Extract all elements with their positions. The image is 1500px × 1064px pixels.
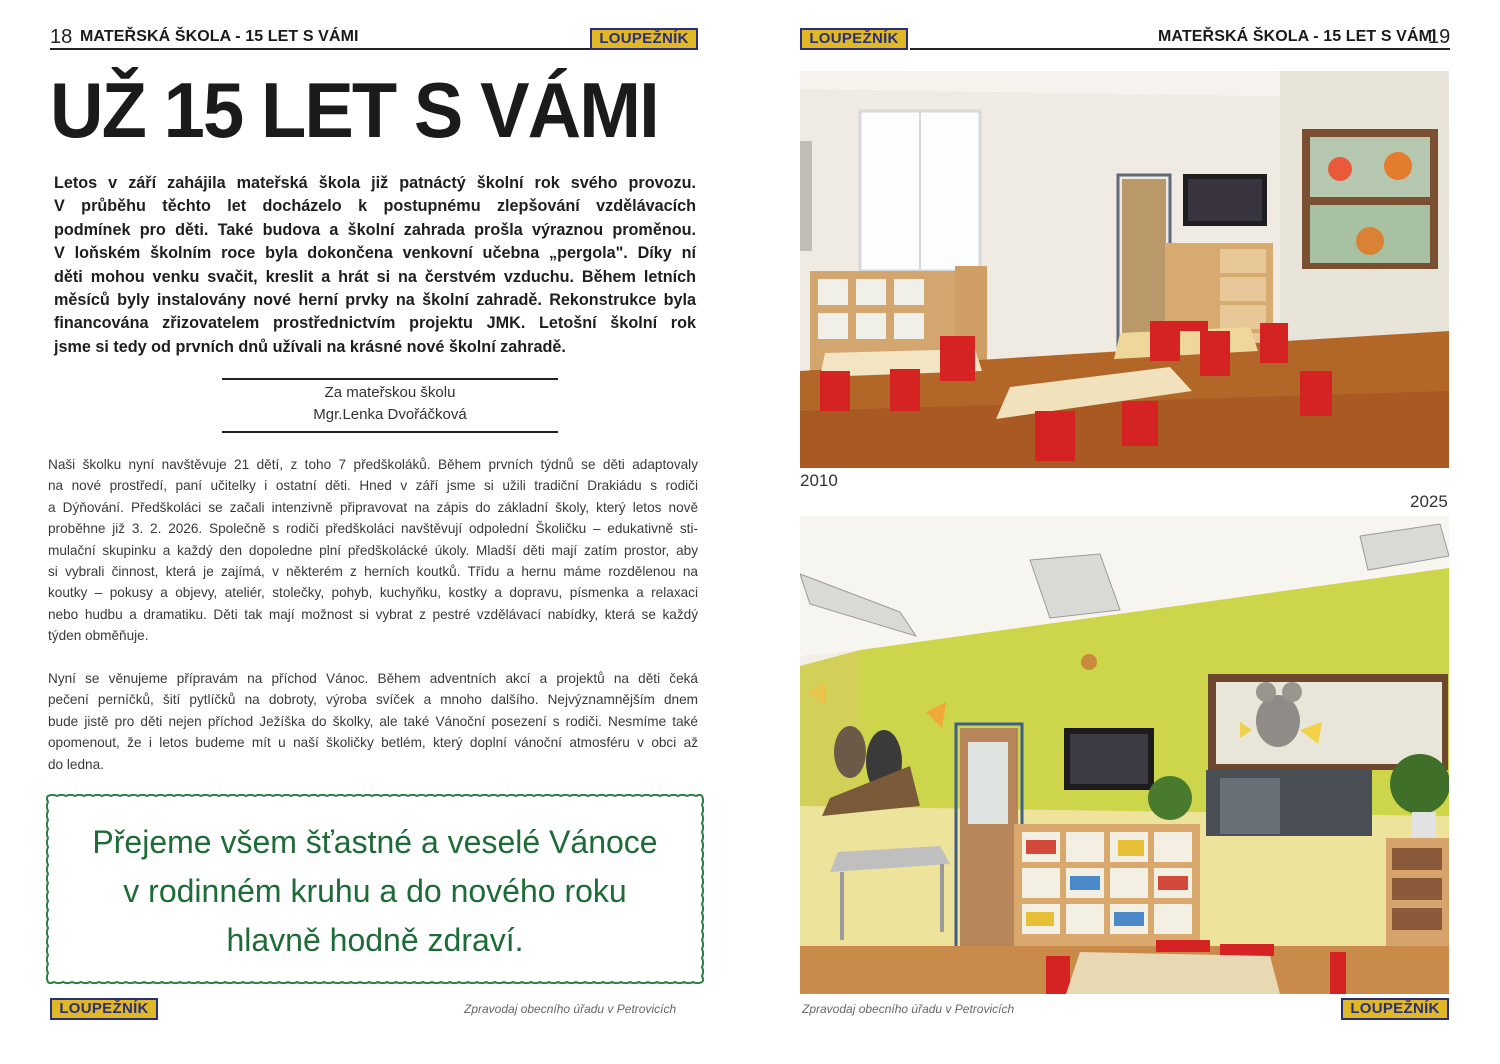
- body-line: mulační skupinku a každý den dopoledne plní předškolácké úkoly. Mladší děti mají zatím prostor, aby: [48, 542, 698, 558]
- body-line: do ledna.: [48, 756, 104, 772]
- lead-line: měsíců byly instalovány nové herní prvky na školní zahradě. Rekonstrukce byla: [54, 291, 696, 310]
- body-line: a Dýňování. Předškoláci se začali intenzivně připravovat na zápis do základní školy, který letos nově: [48, 499, 698, 515]
- header-rule-right: [910, 48, 1450, 50]
- footer-logo-right: LOUPEŽNÍK: [1341, 998, 1449, 1020]
- classroom-photo-2025: [800, 516, 1449, 994]
- lead-line: V loňském školním roce byla dokončena venkovní učebna „pergola". Díky ní: [54, 244, 696, 263]
- classroom-photo-2010: [800, 71, 1449, 468]
- running-title-left: MATEŘSKÁ ŠKOLA - 15 LET S VÁMI: [80, 28, 359, 45]
- body-paragraph-1: [48, 454, 698, 647]
- signature-name: Mgr.Lenka Dvořáčková: [313, 406, 467, 423]
- photo-year-2025: 2025: [1410, 492, 1448, 511]
- body-line: Naši školku nyní navštěvuje 21 dětí, z toho 7 předškoláků. Během prvních týdnů se děti adaptovaly: [48, 457, 698, 472]
- lead-line: Letos v září zahájila mateřská škola již patnáctý školní rok svého provozu.: [54, 174, 696, 192]
- page-number-right: 19: [1428, 26, 1451, 48]
- wish-line: Přejeme všem šťastné a veselé Vánoce: [92, 824, 658, 860]
- signature-org: Za mateřskou školu: [324, 384, 456, 401]
- lead-line: financována zřizovatelem prostřednictvím projektu JMK. Letošní školní rok: [54, 314, 696, 333]
- footer-note-left: Zpravodaj obecního úřadu v Petrovicích: [464, 1002, 677, 1016]
- christmas-wish: [50, 818, 700, 965]
- lead-line: podmínek pro děti. Také budova a školní zahrada prošla výraznou proměnou.: [54, 220, 696, 239]
- body-line: si vybrali činnost, která je zajímá, v některém z herních koutků. Třídu a hernu máme rozdělenou na: [48, 564, 698, 580]
- body-line: týden obměňuje.: [48, 628, 149, 644]
- signature-rule-top: [222, 378, 558, 380]
- footer-logo-left: LOUPEŽNÍK: [50, 998, 158, 1020]
- signature-rule-bottom: [222, 431, 558, 433]
- running-title-right: MATEŘSKÁ ŠKOLA - 15 LET S VÁMI: [1158, 28, 1437, 45]
- header-rule-left: [50, 48, 590, 50]
- photo-year-2010: 2010: [800, 471, 838, 490]
- body-line: opomenout, že i letos budeme mít u naší školičky betlém, který doplní vánoční atmosféru v obci až: [48, 735, 698, 751]
- loupeznik-logo-right: LOUPEŽNÍK: [800, 28, 908, 50]
- lead-line: jsme si tedy od prvních dnů užívali na krásné nové školní zahradě.: [54, 337, 566, 356]
- body-line: bude jistě pro děti nejen příchod Ježíška do školky, ale také Vánoční posezení s rodiči. Nesmíme také: [48, 713, 698, 729]
- page-number-left: 18: [50, 26, 73, 48]
- lead-line: V průběhu těchto let docházelo k postupnému zlepšování vzdělávacích: [54, 197, 696, 216]
- body-line: nebo hudbu a dramatiku. Děti tak mají možnost si vybrat z pestré vzdělávací nabídky, která se každý: [48, 606, 698, 622]
- lead-line: děti mohou venku svačit, kreslit a hrát si na čerstvém vzduchu. Během letních: [54, 267, 696, 286]
- body-line: koutky – pokusy a objevy, ateliér, stolečky, pohyb, kuchyňku, kostky a dopravu, písmenka a relaxaci: [48, 585, 698, 601]
- body-line: pečení perníčků, šití pytlíčků na dobroty, výroba svíček a mnoho dalšího. Nejvýznamnějším dnem: [48, 692, 698, 708]
- lead-paragraph: [54, 172, 696, 359]
- loupeznik-logo: LOUPEŽNÍK: [590, 28, 698, 50]
- wish-line: v rodinném kruhu a do nového roku: [123, 873, 627, 909]
- body-paragraph-2: [48, 668, 698, 775]
- wish-line: hlavně hodně zdraví.: [226, 922, 524, 958]
- headline: UŽ 15 LET S VÁMI: [50, 66, 658, 154]
- body-line: na nové prostředí, paní učitelky i ostatní děti. Hned v září jsme si užili tradiční Drakiádu s rodiči: [48, 478, 698, 494]
- body-line: proběhne již 3. 2. 2026. Společně s rodiči předškoláci navštěvují odpolední Školičku – edukativně sti-: [48, 521, 698, 537]
- body-line: Nyní se věnujeme přípravám na příchod Vánoc. Během adventních akcí a projektů na děti čeká: [48, 671, 698, 686]
- footer-note-right: Zpravodaj obecního úřadu v Petrovicích: [802, 1002, 1015, 1016]
